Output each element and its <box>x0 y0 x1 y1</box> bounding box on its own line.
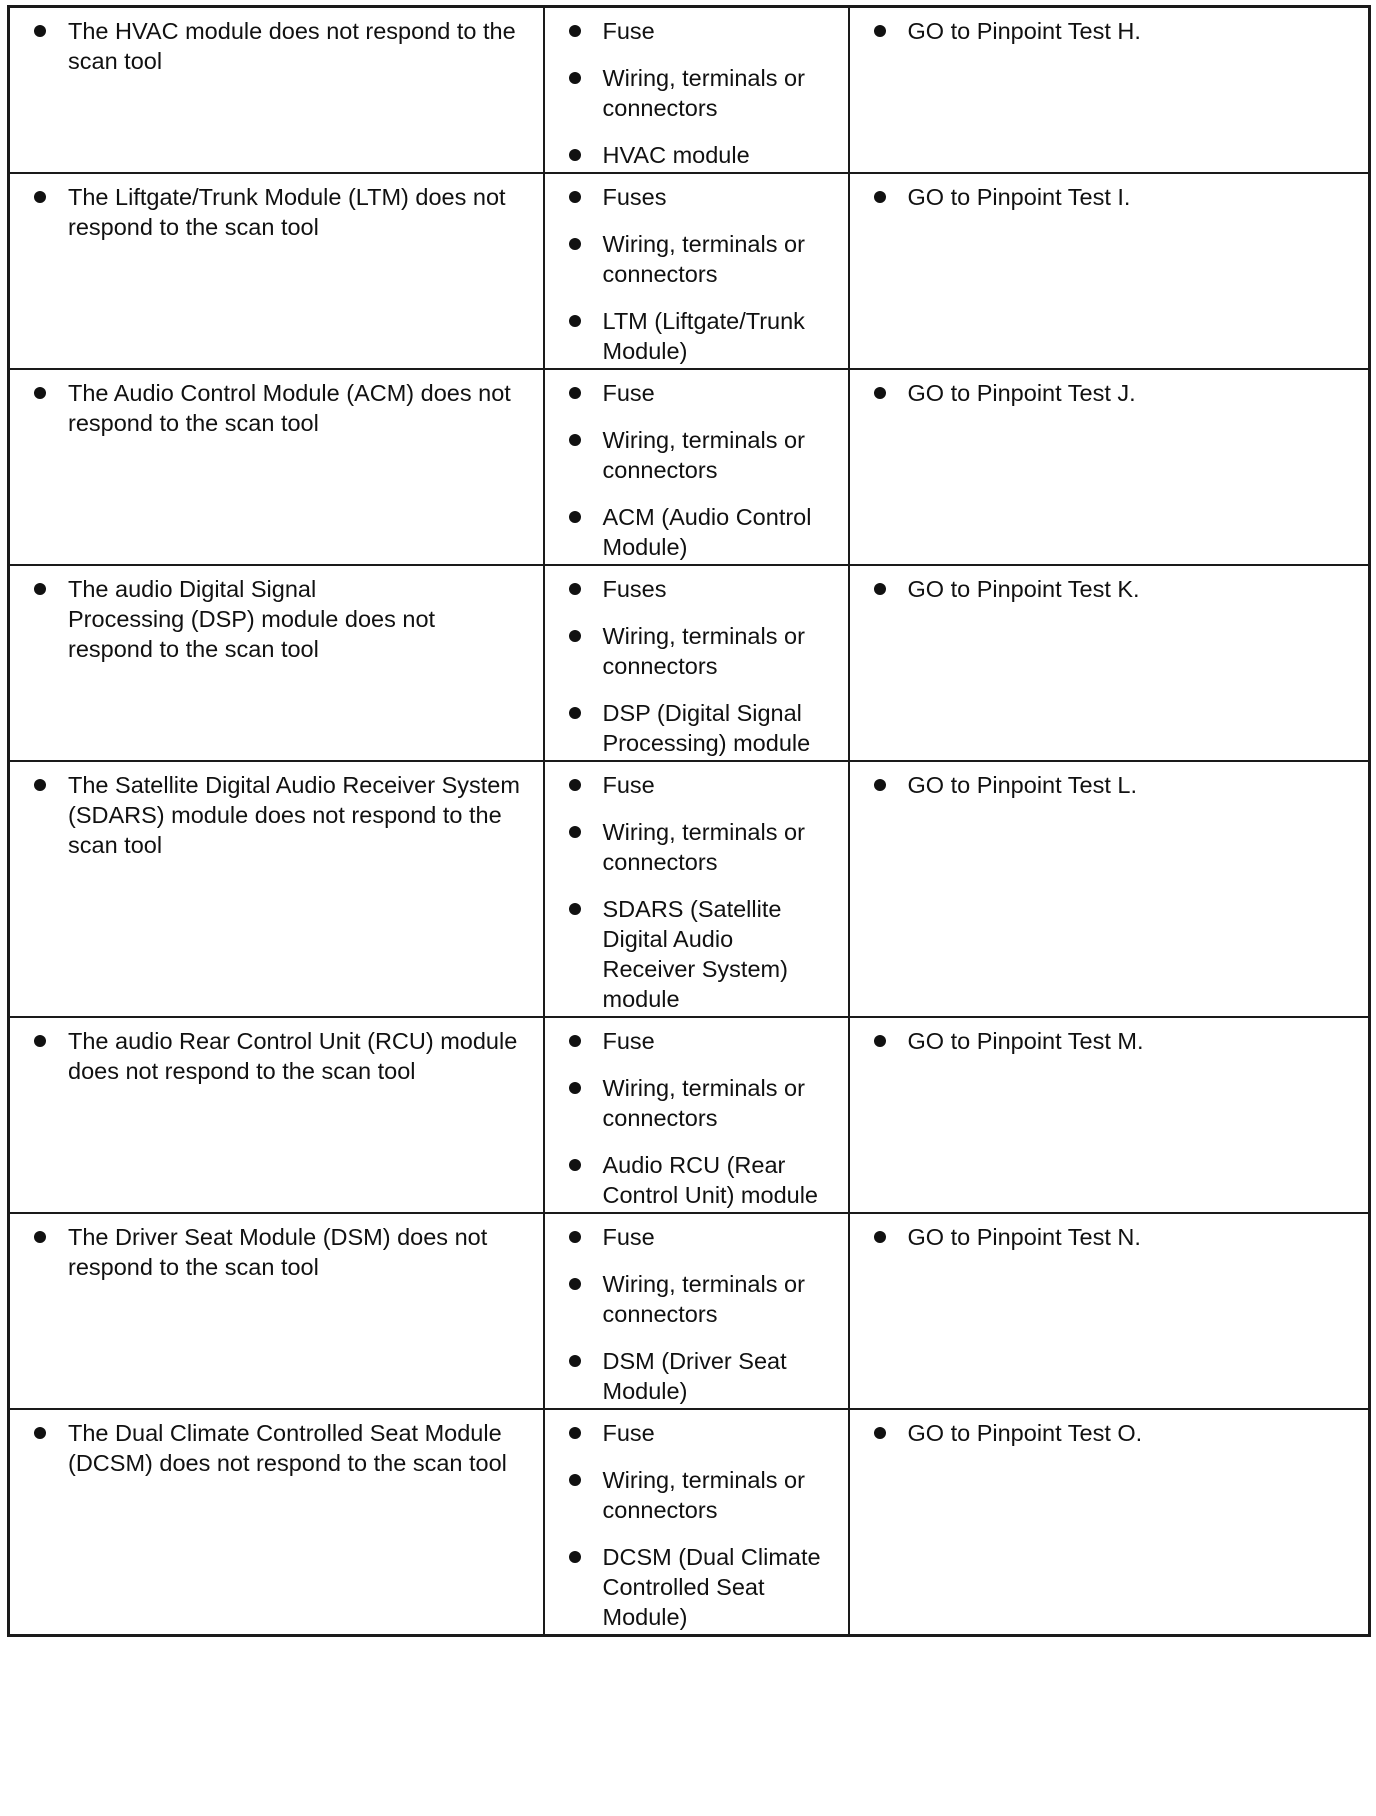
possible-source-item-text: LTM (Liftgate/Trunk Module) <box>602 308 805 364</box>
bullet-icon <box>34 191 46 203</box>
symptom-cell <box>9 1409 544 1636</box>
symptom-item-text: The HVAC module does not respond to the scan tool <box>68 18 516 74</box>
symptom-cell <box>9 369 544 565</box>
possible-source-item <box>563 229 838 289</box>
bullet-icon <box>569 1035 581 1047</box>
symptom-cell <box>9 173 544 369</box>
bullet-icon <box>874 191 886 203</box>
bullet-icon <box>569 72 581 84</box>
action-item <box>868 770 1359 800</box>
symptom-table <box>7 5 1371 1637</box>
possible-source-cell <box>544 1409 849 1636</box>
possible-source-cell <box>544 1213 849 1409</box>
bullet-icon <box>34 25 46 37</box>
possible-source-item <box>563 1465 838 1525</box>
action-cell <box>849 565 1370 761</box>
action-cell <box>849 7 1370 174</box>
possible-source-item <box>563 1073 838 1133</box>
action-item-text: GO to Pinpoint Test J. <box>907 380 1136 406</box>
bullet-icon <box>569 1231 581 1243</box>
possible-source-item <box>563 621 838 681</box>
possible-source-cell <box>544 565 849 761</box>
possible-source-item-text: Audio RCU (Rear Control Unit) module <box>602 1152 819 1208</box>
symptom-item <box>28 574 533 664</box>
symptom-item-text: The Driver Seat Module (DSM) does not respond to the scan tool <box>68 1224 488 1280</box>
bullet-icon <box>569 1427 581 1439</box>
action-cell <box>849 1017 1370 1213</box>
possible-source-item <box>563 425 838 485</box>
symptom-cell <box>9 1017 544 1213</box>
possible-source-item <box>563 1269 838 1329</box>
table-row <box>9 1213 1370 1409</box>
action-item <box>868 182 1359 212</box>
possible-source-item <box>563 1222 838 1252</box>
possible-source-item-text: DSM (Driver Seat Module) <box>602 1348 787 1404</box>
symptom-item-text: The audio Digital Signal Processing (DSP) module does not respond to the scan tool <box>68 576 436 662</box>
symptom-item <box>28 1222 533 1282</box>
action-item-text: GO to Pinpoint Test L. <box>907 772 1137 798</box>
possible-source-item-text: HVAC module <box>602 142 750 168</box>
bullet-icon <box>569 1278 581 1290</box>
possible-source-cell <box>544 761 849 1017</box>
bullet-icon <box>569 826 581 838</box>
action-item <box>868 378 1359 408</box>
possible-source-item <box>563 1418 838 1448</box>
bullet-icon <box>34 1231 46 1243</box>
bullet-icon <box>569 1082 581 1094</box>
symptom-item <box>28 770 533 860</box>
symptom-item <box>28 1026 533 1086</box>
bullet-icon <box>569 149 581 161</box>
action-item <box>868 574 1359 604</box>
possible-source-item <box>563 770 838 800</box>
bullet-icon <box>569 903 581 915</box>
action-cell <box>849 1213 1370 1409</box>
bullet-icon <box>874 387 886 399</box>
possible-source-item-text: Fuses <box>602 576 667 602</box>
action-cell <box>849 1409 1370 1636</box>
action-item-text: GO to Pinpoint Test H. <box>907 18 1141 44</box>
possible-source-item-text: Fuse <box>602 380 655 406</box>
symptom-cell <box>9 1213 544 1409</box>
bullet-icon <box>874 1035 886 1047</box>
possible-source-item-text: Wiring, terminals or connectors <box>602 65 805 121</box>
symptom-item <box>28 182 533 242</box>
bullet-icon <box>569 1355 581 1367</box>
symptom-item <box>28 16 533 76</box>
possible-source-item <box>563 140 838 170</box>
symptom-item <box>28 378 533 438</box>
action-cell <box>849 761 1370 1017</box>
bullet-icon <box>569 238 581 250</box>
possible-source-cell <box>544 369 849 565</box>
possible-source-item-text: Wiring, terminals or connectors <box>602 1467 805 1523</box>
bullet-icon <box>874 779 886 791</box>
bullet-icon <box>874 583 886 595</box>
possible-source-cell <box>544 173 849 369</box>
possible-source-item <box>563 63 838 123</box>
symptom-item-text: The Liftgate/Trunk Module (LTM) does not respond to the scan tool <box>68 184 506 240</box>
action-item-text: GO to Pinpoint Test M. <box>907 1028 1144 1054</box>
possible-source-item-text: Fuse <box>602 18 655 44</box>
symptom-item-text: The Audio Control Module (ACM) does not respond to the scan tool <box>68 380 511 436</box>
possible-source-item <box>563 306 838 366</box>
table-row <box>9 1017 1370 1213</box>
possible-source-item-text: Wiring, terminals or connectors <box>602 623 805 679</box>
table-row <box>9 7 1370 174</box>
possible-source-item <box>563 182 838 212</box>
possible-source-item-text: SDARS (Satellite Digital Audio Receiver System) module <box>602 896 788 1012</box>
bullet-icon <box>569 191 581 203</box>
symptom-cell <box>9 7 544 174</box>
action-item <box>868 1418 1359 1448</box>
possible-source-item <box>563 1026 838 1056</box>
bullet-icon <box>569 387 581 399</box>
possible-source-item <box>563 1542 838 1632</box>
bullet-icon <box>34 779 46 791</box>
possible-source-item-text: Wiring, terminals or connectors <box>602 1075 805 1131</box>
possible-source-item <box>563 16 838 46</box>
possible-source-item-text: Fuse <box>602 1224 655 1250</box>
bullet-icon <box>569 630 581 642</box>
table-row <box>9 761 1370 1017</box>
possible-source-item-text: Fuse <box>602 1028 655 1054</box>
possible-source-cell <box>544 7 849 174</box>
action-item-text: GO to Pinpoint Test K. <box>907 576 1140 602</box>
symptom-item-text: The audio Rear Control Unit (RCU) module does not respond to the scan tool <box>68 1028 518 1084</box>
possible-source-item <box>563 502 838 562</box>
possible-source-item-text: Wiring, terminals or connectors <box>602 231 805 287</box>
possible-source-item-text: Fuse <box>602 1420 655 1446</box>
table-row <box>9 173 1370 369</box>
bullet-icon <box>569 511 581 523</box>
bullet-icon <box>569 707 581 719</box>
possible-source-item-text: DCSM (Dual Climate Controlled Seat Module) <box>602 1544 821 1630</box>
bullet-icon <box>34 1035 46 1047</box>
possible-source-item-text: ACM (Audio Control Module) <box>602 504 812 560</box>
possible-source-item-text: Fuse <box>602 772 655 798</box>
bullet-icon <box>874 1427 886 1439</box>
symptom-item <box>28 1418 533 1478</box>
bullet-icon <box>569 25 581 37</box>
action-item-text: GO to Pinpoint Test O. <box>907 1420 1143 1446</box>
symptom-cell <box>9 565 544 761</box>
symptom-item-text: The Dual Climate Controlled Seat Module (DCSM) does not respond to the scan tool <box>68 1420 507 1476</box>
action-item <box>868 1026 1359 1056</box>
symptom-item-text: The Satellite Digital Audio Receiver System (SDARS) module does not respond to the scan tool <box>68 772 520 858</box>
possible-source-item <box>563 817 838 877</box>
symptom-cell <box>9 761 544 1017</box>
action-cell <box>849 173 1370 369</box>
possible-source-item-text: Wiring, terminals or connectors <box>602 427 805 483</box>
possible-source-item-text: Fuses <box>602 184 667 210</box>
bullet-icon <box>569 583 581 595</box>
bullet-icon <box>569 779 581 791</box>
possible-source-item <box>563 698 838 758</box>
table-row <box>9 1409 1370 1636</box>
bullet-icon <box>874 1231 886 1243</box>
possible-source-item <box>563 1150 838 1210</box>
possible-source-item <box>563 574 838 604</box>
possible-source-item-text: DSP (Digital Signal Processing) module <box>602 700 811 756</box>
action-item-text: GO to Pinpoint Test I. <box>907 184 1131 210</box>
possible-source-item-text: Wiring, terminals or connectors <box>602 1271 805 1327</box>
bullet-icon <box>34 583 46 595</box>
bullet-icon <box>569 315 581 327</box>
action-cell <box>849 369 1370 565</box>
possible-source-cell <box>544 1017 849 1213</box>
bullet-icon <box>569 434 581 446</box>
table-row <box>9 565 1370 761</box>
symptom-chart <box>7 5 1368 1637</box>
possible-source-item <box>563 894 838 1014</box>
bullet-icon <box>34 387 46 399</box>
bullet-icon <box>34 1427 46 1439</box>
action-item <box>868 16 1359 46</box>
possible-source-item-text: Wiring, terminals or connectors <box>602 819 805 875</box>
possible-source-item <box>563 1346 838 1406</box>
action-item <box>868 1222 1359 1252</box>
bullet-icon <box>569 1551 581 1563</box>
table-row <box>9 369 1370 565</box>
action-item-text: GO to Pinpoint Test N. <box>907 1224 1141 1250</box>
bullet-icon <box>569 1474 581 1486</box>
bullet-icon <box>569 1159 581 1171</box>
symptom-table-body <box>9 7 1370 1636</box>
possible-source-item <box>563 378 838 408</box>
bullet-icon <box>874 25 886 37</box>
